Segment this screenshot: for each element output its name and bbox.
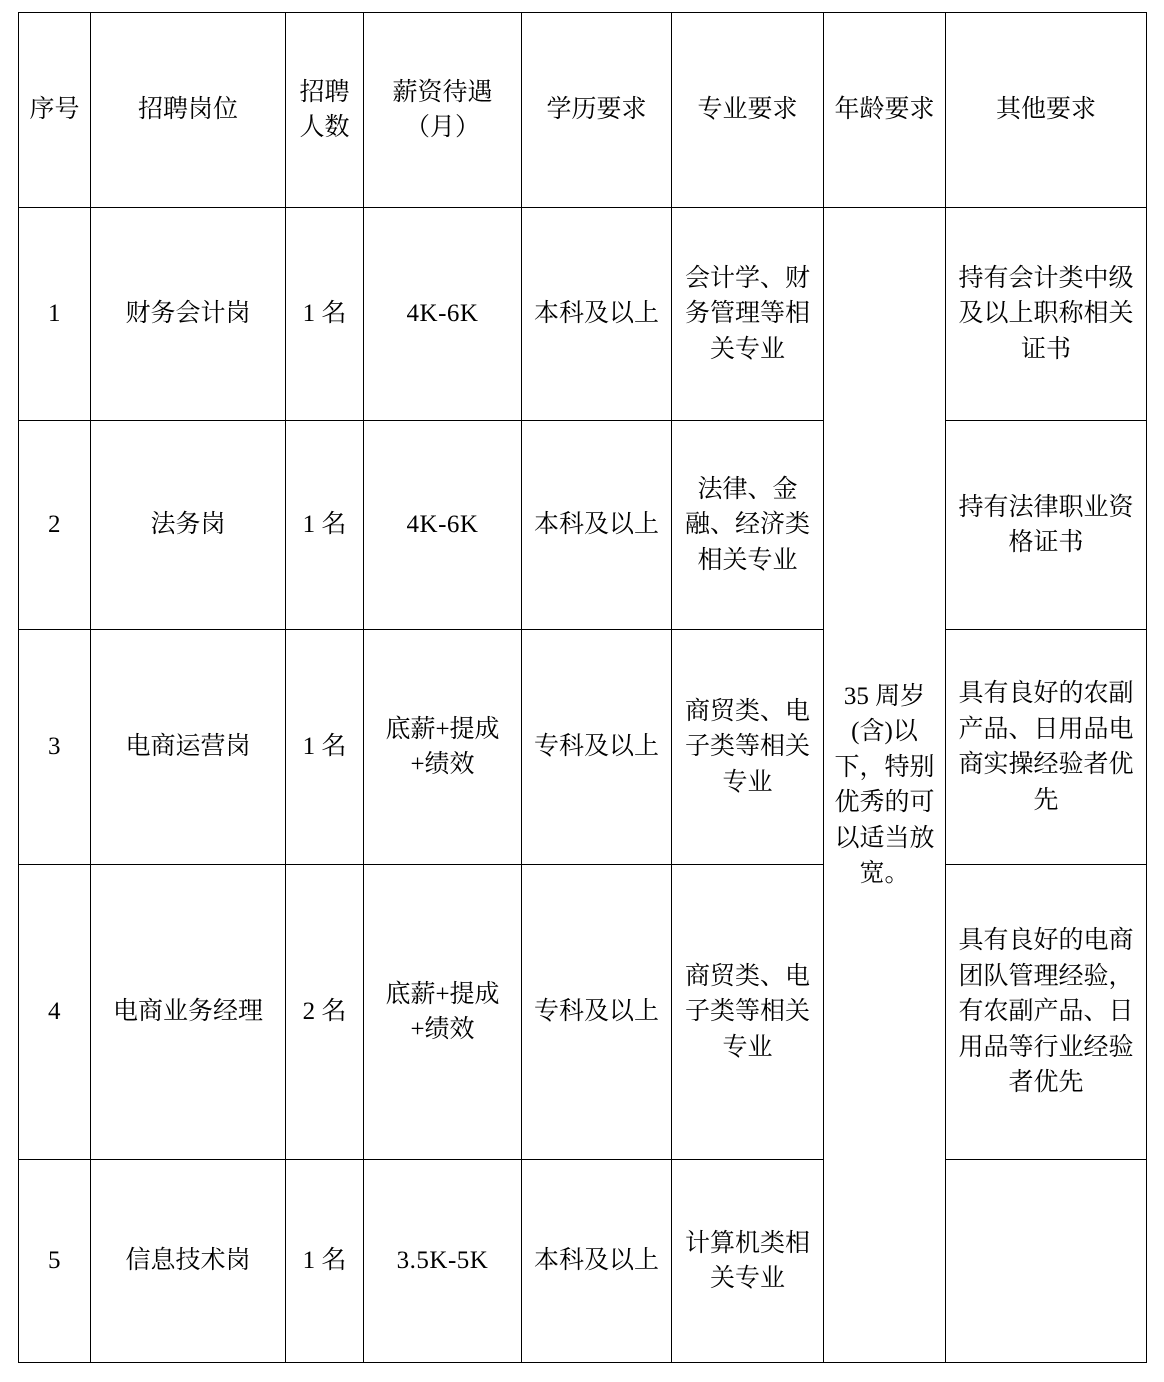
cell-index: 4 <box>19 865 91 1160</box>
cell-count: 1 名 <box>286 421 364 630</box>
cell-post: 信息技术岗 <box>91 1160 286 1363</box>
cell-post: 法务岗 <box>91 421 286 630</box>
cell-education: 本科及以上 <box>522 421 672 630</box>
table-row <box>19 421 1147 630</box>
cell-other: 持有法律职业资格证书 <box>946 421 1147 630</box>
cell-count: 1 名 <box>286 630 364 865</box>
header-other: 其他要求 <box>946 13 1147 208</box>
cell-other: 具有良好的电商团队管理经验，有农副产品、日用品等行业经验者优先 <box>946 865 1147 1160</box>
header-index: 序号 <box>19 13 91 208</box>
header-education: 学历要求 <box>522 13 672 208</box>
header-post: 招聘岗位 <box>91 13 286 208</box>
header-row <box>19 13 1147 208</box>
cell-major: 商贸类、电子类等相关专业 <box>672 865 824 1160</box>
cell-salary: 4K-6K <box>364 208 522 421</box>
cell-other <box>946 1160 1147 1363</box>
cell-salary: 底薪+提成+绩效 <box>364 630 522 865</box>
header-age: 年龄要求 <box>824 13 946 208</box>
cell-post: 财务会计岗 <box>91 208 286 421</box>
cell-post: 电商业务经理 <box>91 865 286 1160</box>
cell-count: 2 名 <box>286 865 364 1160</box>
cell-age-requirement: 35 周岁(含)以下，特别优秀的可以适当放宽。 <box>824 208 946 1363</box>
cell-major: 商贸类、电子类等相关专业 <box>672 630 824 865</box>
table-row <box>19 865 1147 1160</box>
cell-post: 电商运营岗 <box>91 630 286 865</box>
cell-education: 专科及以上 <box>522 630 672 865</box>
header-count: 招聘人数 <box>286 13 364 208</box>
cell-count: 1 名 <box>286 208 364 421</box>
cell-salary: 底薪+提成+绩效 <box>364 865 522 1160</box>
cell-index: 1 <box>19 208 91 421</box>
cell-major: 法律、金融、经济类相关专业 <box>672 421 824 630</box>
cell-salary: 4K-6K <box>364 421 522 630</box>
cell-education: 专科及以上 <box>522 865 672 1160</box>
table-body <box>19 208 1147 1363</box>
table-row <box>19 630 1147 865</box>
header-major: 专业要求 <box>672 13 824 208</box>
table-header <box>19 13 1147 208</box>
cell-education: 本科及以上 <box>522 208 672 421</box>
cell-index: 2 <box>19 421 91 630</box>
cell-other: 具有良好的农副产品、日用品电商实操经验者优先 <box>946 630 1147 865</box>
cell-education: 本科及以上 <box>522 1160 672 1363</box>
cell-other: 持有会计类中级及以上职称相关证书 <box>946 208 1147 421</box>
cell-salary: 3.5K-5K <box>364 1160 522 1363</box>
cell-major: 会计学、财务管理等相关专业 <box>672 208 824 421</box>
header-salary: 薪资待遇（月） <box>364 13 522 208</box>
cell-index: 3 <box>19 630 91 865</box>
table-row <box>19 1160 1147 1363</box>
cell-index: 5 <box>19 1160 91 1363</box>
recruitment-table <box>18 12 1147 1363</box>
cell-count: 1 名 <box>286 1160 364 1363</box>
table-row <box>19 208 1147 421</box>
cell-major: 计算机类相关专业 <box>672 1160 824 1363</box>
